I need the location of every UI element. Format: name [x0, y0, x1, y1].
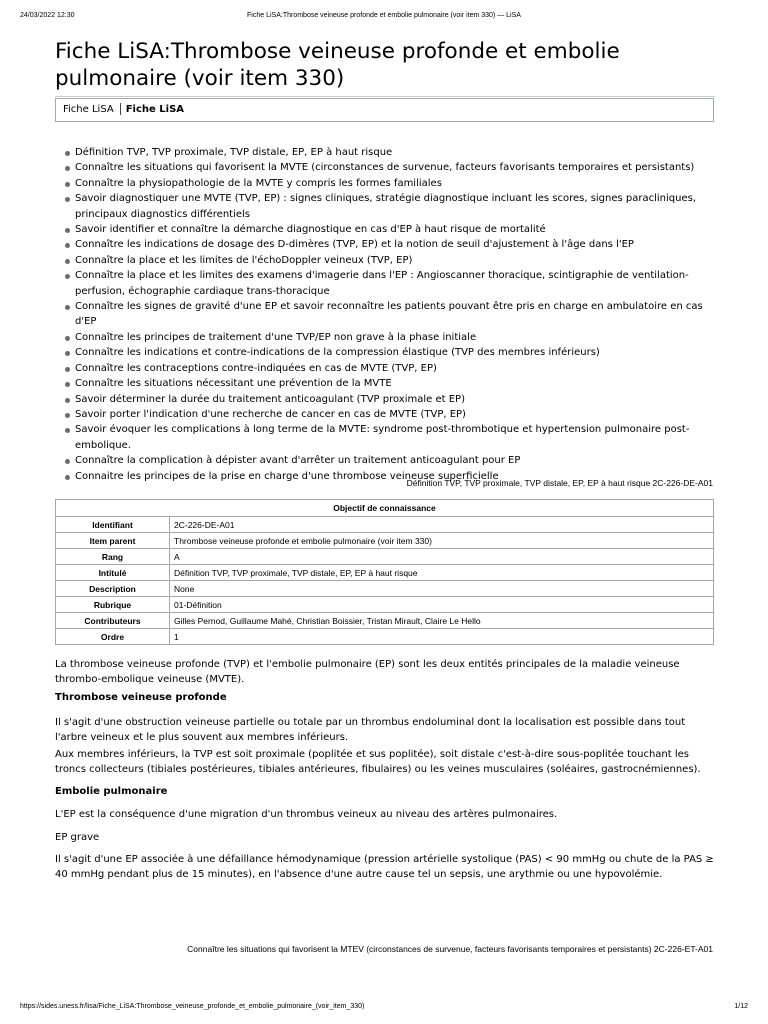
objective-table	[55, 499, 714, 645]
section-heading-tvp: Thrombose veineuse profonde	[55, 692, 227, 703]
table-key: Ordre	[56, 629, 170, 645]
table-value: 1	[170, 629, 714, 645]
page-title-line-2: pulmonaire (voir item 330)	[55, 66, 345, 91]
objective-anchor-heading: Définition TVP, TVP proximale, TVP distale, EP, EP à haut risque 2C-226-DE-A01	[406, 478, 713, 488]
print-page-title: Fiche LiSA:Thrombose veineuse profonde et embolie pulmonaire (voir item 330) — LiSA	[247, 12, 521, 19]
table-value: Thrombose veineuse profonde et embolie pulmonaire (voir item 330)	[170, 533, 714, 549]
objective-item[interactable]: Définition TVP, TVP proximale, TVP distale, EP, EP à haut risque	[64, 145, 719, 160]
print-header	[20, 12, 748, 24]
objectives-list	[64, 145, 719, 484]
section-heading-ep-grave: EP grave	[55, 832, 100, 843]
breadcrumb-separator	[120, 103, 121, 115]
table-row	[56, 597, 714, 613]
print-date: 24/03/2022 12:30	[20, 12, 75, 19]
objective-item[interactable]: Connaître les situations nécessitant une prévention de la MVTE	[64, 376, 719, 391]
table-key: Item parent	[56, 533, 170, 549]
page-title-line-1: Fiche LiSA:Thrombose veineuse profonde et embolie	[55, 39, 620, 64]
table-row	[56, 613, 714, 629]
objective-item[interactable]: Savoir diagnostiquer une MVTE (TVP, EP) : signes cliniques, stratégie diagnostique incluant les scores, signes paracliniques, principaux diagnostics différentiels	[64, 191, 719, 222]
table-key: Identifiant	[56, 517, 170, 533]
table-key: Description	[56, 581, 170, 597]
table-row	[56, 629, 714, 645]
objective-item[interactable]: Connaître les indications et contre-indications de la compression élastique (TVP des membres inférieurs)	[64, 345, 719, 360]
intro-paragraph: La thrombose veineuse profonde (TVP) et l'embolie pulmonaire (EP) sont les deux entités principales de la maladie veineuse thrombo-embolique veineuse (MVTE).	[55, 659, 680, 685]
objective-item[interactable]: Connaître la complication à dépister avant d'arrêter un traitement anticoagulant pour EP	[64, 453, 719, 468]
objective-item[interactable]: Connaître la place et les limites des examens d'imagerie dans l'EP : Angioscanner thoracique, scintigraphie de ventilation-perfusion, échographie cardiaque trans-thoracique	[64, 268, 719, 299]
table-key: Intitulé	[56, 565, 170, 581]
objective-item[interactable]: Connaître la place et les limites de l'échoDoppler veineux (TVP, EP)	[64, 253, 719, 268]
breadcrumb-parent-link[interactable]: Fiche LiSA	[63, 104, 114, 115]
table-key: Contributeurs	[56, 613, 170, 629]
objective-item[interactable]: Savoir évoquer les complications à long terme de la MVTE: syndrome post-thrombotique et hypertension pulmonaire post-embolique.	[64, 422, 719, 453]
breadcrumb	[55, 98, 714, 122]
next-objective-anchor-heading: Connaître les situations qui favorisent la MTEV (circonstances de survenue, facteurs favorisants temporaires et persistants) 2C-226-ET-A01	[187, 944, 713, 954]
objective-item[interactable]: Savoir porter l'indication d'une recherche de cancer en cas de MVTE (TVP, EP)	[64, 407, 719, 422]
ep-grave-paragraph: Il s'agit d'une EP associée à une défaillance hémodynamique (pression artérielle systolique (PAS) < 90 mmHg ou chute de la PAS ≥ 40 mmHg pendant plus de 15 minutes), en l'absence d'une autre cause tel un sepsis, une arythmie ou une hypovolémie.	[55, 854, 714, 880]
objective-item[interactable]: Connaitre les principes de la prise en charge d'une thrombose veineuse superficielle	[64, 469, 719, 484]
table-row	[56, 581, 714, 597]
section-heading-ep: Embolie pulmonaire	[55, 786, 168, 797]
table-value: 2C-226-DE-A01	[170, 517, 714, 533]
tvp-paragraph-2: Aux membres inférieurs, la TVP est soit proximale (poplitée et sus poplitée), soit distale c'est-à-dire sous-poplitée touchant les troncs collecteurs (tibiales postérieures, tibiales antérieures, fibulaires) ou les veines musculaires (soléaires, gastrocnémiennes).	[55, 749, 701, 775]
page-number: 1/12	[734, 1003, 748, 1010]
table-value: None	[170, 581, 714, 597]
objective-item[interactable]: Savoir déterminer la durée du traitement anticoagulant (TVP proximale et EP)	[64, 392, 719, 407]
objective-item[interactable]: Connaître les contraceptions contre-indiquées en cas de MVTE (TVP, EP)	[64, 361, 719, 376]
objective-item[interactable]: Connaître les signes de gravité d'une EP et savoir reconnaître les patients pouvant être pris en charge en ambulatoire en cas d'EP	[64, 299, 719, 330]
breadcrumb-current: Fiche LiSA	[125, 104, 185, 115]
objective-item[interactable]: Connaître les principes de traitement d'une TVP/EP non grave à la phase initiale	[64, 330, 719, 345]
print-url: https://sides.uness.fr/lisa/Fiche_LiSA:Thrombose_veineuse_profonde_et_embolie_pulmonaire_(voir_item_330)	[20, 1003, 365, 1010]
table-value: 01-Définition	[170, 597, 714, 613]
objective-item[interactable]: Savoir identifier et connaître la démarche diagnostique en cas d'EP à haut risque de mortalité	[64, 222, 719, 237]
table-row	[56, 533, 714, 549]
table-row	[56, 549, 714, 565]
table-row	[56, 517, 714, 533]
table-value: Gilles Pernod, Guillaume Mahé, Christian Boissier, Tristan Mirault, Claire Le Hello	[170, 613, 714, 629]
objective-item[interactable]: Connaître les indications de dosage des D-dimères (TVP, EP) et la notion de seuil d'ajustement à l'âge dans l'EP	[64, 237, 719, 252]
page-title	[55, 38, 715, 97]
table-caption: Objectif de connaissance	[56, 500, 714, 517]
table-key: Rang	[56, 549, 170, 565]
objective-item[interactable]: Connaître les situations qui favorisent la MVTE (circonstances de survenue, facteurs favorisants temporaires et persistants)	[64, 160, 719, 175]
table-value: Définition TVP, TVP proximale, TVP distale, EP, EP à haut risque	[170, 565, 714, 581]
table-row	[56, 565, 714, 581]
table-value: A	[170, 549, 714, 565]
tvp-paragraph-1: Il s'agit d'une obstruction veineuse partielle ou totale par un thrombus endoluminal dont la localisation est possible dans tout l'arbre veineux et le plus souvent aux membres inférieurs.	[55, 717, 686, 743]
ep-paragraph-1: L'EP est la conséquence d'une migration d'un thrombus veineux au niveau des artères pulmonaires.	[55, 809, 558, 820]
table-key: Rubrique	[56, 597, 170, 613]
objective-item[interactable]: Connaître la physiopathologie de la MVTE y compris les formes familiales	[64, 176, 719, 191]
